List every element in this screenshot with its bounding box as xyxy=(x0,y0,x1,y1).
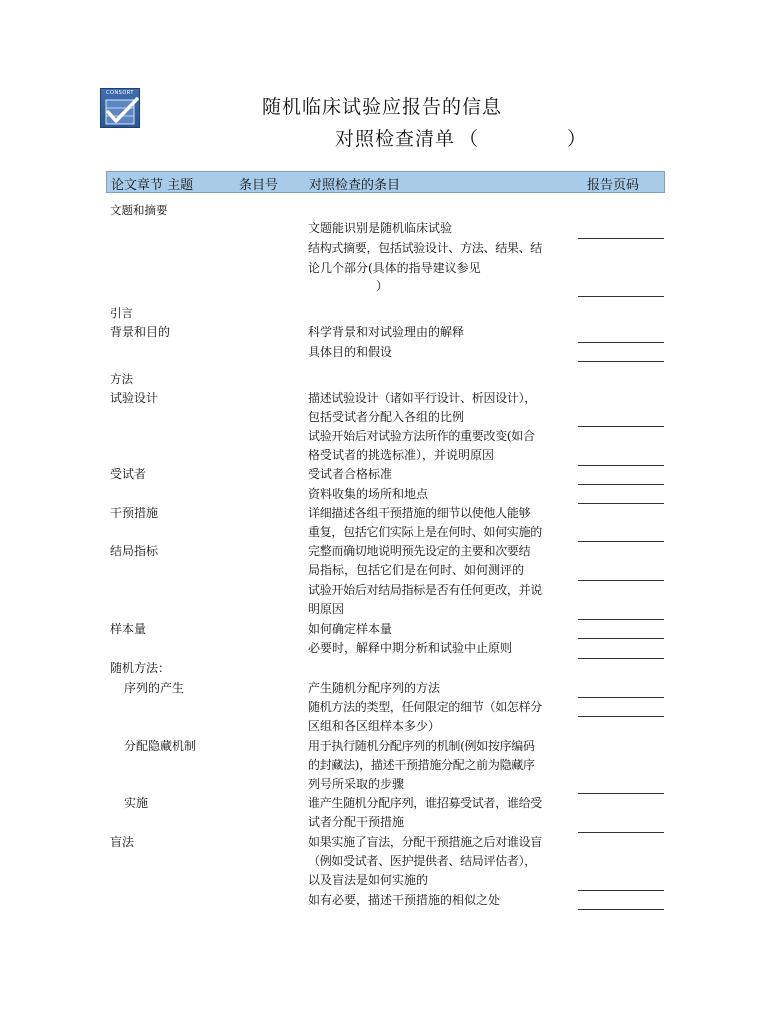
page-number-line[interactable] xyxy=(578,658,664,659)
paren-open: （ xyxy=(459,128,480,150)
checklist-item: 科学背景和对试验理由的解释 xyxy=(308,325,465,339)
section-label: 受试者 xyxy=(110,467,147,481)
checklist-item: 试验开始后对试验方法所作的重要改变(如合 xyxy=(308,429,535,443)
page-number-line[interactable] xyxy=(578,296,664,297)
checklist-item: 格受试者的挑选标准），并说明原因 xyxy=(308,448,495,462)
checklist-item: 试者分配干预措施 xyxy=(308,815,405,829)
header-section: 论文章节 主题 xyxy=(111,178,194,193)
section-label: 样本量 xyxy=(110,622,147,636)
page-number-line[interactable] xyxy=(578,503,664,504)
logo-text: CONSORT xyxy=(106,90,134,96)
section-label: 试验设计 xyxy=(110,391,159,405)
section-label: 实施 xyxy=(124,796,149,810)
header-page: 报告页码 xyxy=(587,178,640,193)
page-number-line[interactable] xyxy=(578,697,664,698)
page-number-line[interactable] xyxy=(578,619,664,620)
section-label: 干预措施 xyxy=(110,506,159,520)
page-number-line[interactable] xyxy=(578,890,664,891)
checklist-item: 试验开始后对结局指标是否有任何更改，并说 xyxy=(308,583,543,597)
page-number-line[interactable] xyxy=(578,361,664,362)
checklist-item: ） xyxy=(376,279,389,293)
checklist-item: 资料收集的场所和地点 xyxy=(308,487,429,501)
checklist-item: 如有必要，描述干预措施的相似之处 xyxy=(308,893,501,907)
section-label: 结局指标 xyxy=(110,544,159,558)
checklist-item: 明原因 xyxy=(308,602,345,616)
checklist-item: 的封藏法)，描述干预措施分配之前为隐藏序 xyxy=(308,758,535,772)
page-number-line[interactable] xyxy=(578,342,664,343)
checklist-item: 用于执行随机分配序列的机制(例如按序编码 xyxy=(308,739,535,753)
page-number-line[interactable] xyxy=(578,484,664,485)
checklist-item: 文题能识别是随机临床试验 xyxy=(308,221,453,235)
header-checklist-item: 对照检查的条目 xyxy=(309,178,401,193)
page-number-line[interactable] xyxy=(578,541,664,542)
page-number-line[interactable] xyxy=(578,638,664,639)
section-label: 盲法 xyxy=(110,835,135,849)
page-number-line[interactable] xyxy=(578,580,664,581)
checklist-item: 随机方法的类型，任何限定的细节（如怎样分 xyxy=(308,700,543,714)
section-label: 随机方法： xyxy=(110,661,171,675)
checklist-item: 如果实施了盲法，分配干预措施之后对谁设盲 xyxy=(308,835,543,849)
checklist-item: 区组和各区组样本多少） xyxy=(308,719,441,733)
checklist-item: 列号所采取的步骤 xyxy=(308,777,405,791)
consort-logo xyxy=(100,88,140,128)
checklist-item: 以及盲法是如何实施的 xyxy=(308,873,429,887)
checkmark-icon xyxy=(101,97,141,129)
header-item-no: 条目号 xyxy=(239,178,279,193)
checklist-item: 受试者合格标准 xyxy=(308,467,393,481)
section-label: 序列的产生 xyxy=(124,681,185,695)
page-number-line[interactable] xyxy=(578,238,664,239)
checklist-item: 必要时，解释中期分析和试验中止原则 xyxy=(308,641,513,655)
section-label: 背景和目的 xyxy=(110,325,171,339)
checklist-item: （例如受试者、医护提供者、结局评估者）， xyxy=(308,854,537,868)
checklist-item: 如何确定样本量 xyxy=(308,622,393,636)
checklist-item: 具体目的和假设 xyxy=(308,345,393,359)
checklist-item: 重复，包括它们实际上是在何时、如何实施的 xyxy=(308,525,543,539)
checklist-item: 产生随机分配序列的方法 xyxy=(308,681,441,695)
table-header xyxy=(106,171,665,193)
section-label: 文题和摘要 xyxy=(110,203,168,217)
checklist-item: 论几个部分(具体的指导建议参见 xyxy=(308,261,481,275)
page-subtitle xyxy=(335,124,587,151)
section-label: 分配隐藏机制 xyxy=(124,739,197,753)
page-title: 随机临床试验应报告的信息 xyxy=(262,96,503,118)
paren-close: ） xyxy=(567,128,588,150)
checklist-item: 局指标，包括它们是在何时、如何测评的 xyxy=(308,563,525,577)
section-label: 方法 xyxy=(110,372,133,386)
checklist-item: 谁产生随机分配序列，谁招募受试者，谁给受 xyxy=(308,796,543,810)
page-number-line[interactable] xyxy=(578,793,664,794)
page-number-line[interactable] xyxy=(578,909,664,910)
page-number-line[interactable] xyxy=(578,426,664,427)
section-label: 引言 xyxy=(110,306,133,320)
page-number-line[interactable] xyxy=(578,465,664,466)
checklist-item: 结构式摘要，包括试验设计、方法、结果、结 xyxy=(308,241,543,255)
page-number-line[interactable] xyxy=(578,832,664,833)
checklist-item: 描述试验设计（诸如平行设计、析因设计）， xyxy=(308,391,537,405)
subtitle-text: 对照检查清单 xyxy=(335,128,456,150)
checklist-item: 完整而确切地说明预先设定的主要和次要结 xyxy=(308,544,531,558)
checklist-item: 详细描述各组干预措施的细节以使他人能够 xyxy=(308,506,531,520)
checklist-item: 包括受试者分配入各组的比例 xyxy=(308,410,465,424)
page-number-line[interactable] xyxy=(578,716,664,717)
